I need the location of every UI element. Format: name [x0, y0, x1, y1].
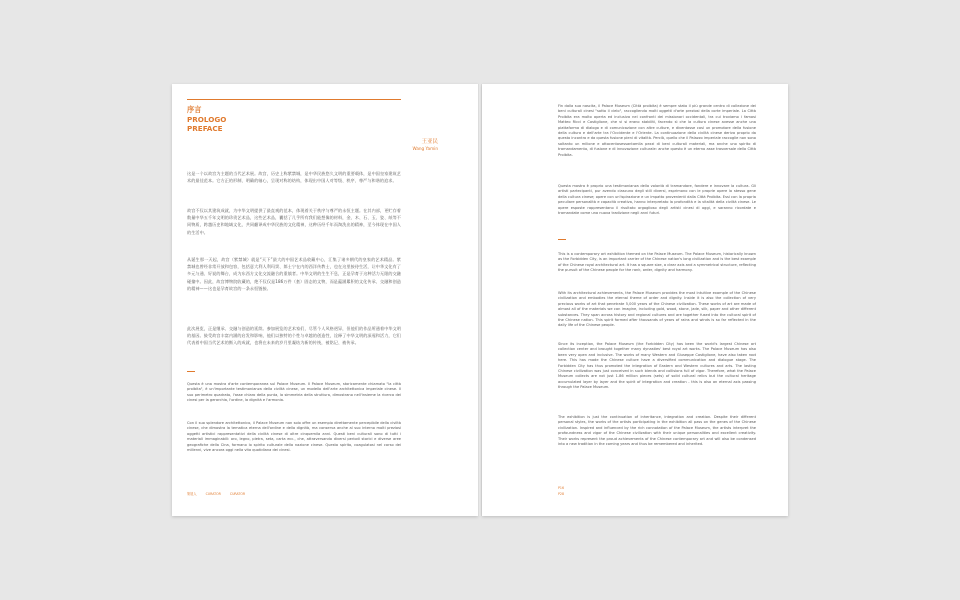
en-paragraph: Since its inception, the Palace Museum (the Forbidden City) has been the world's largest Chinese art collection center and brought together many dynasties' best royal art works. The Palace Museum has also been very open and inclusive. The works of many Western and Giuseppe Castiglione, have also taken root here. This has made the Chinese culture have a diversified communication and dialogue stage. The Forbidden City has thus promoted the integration of Eastern and Western cultures and arts. The lasting Chinese civilization was just conceived in such blends and collisions full of vigor. Therefore, what the Palace Museum collects are not just 1.86 million pieces (sets) of solid cultural relics but the cultural heritage accumulated layer by layer and the spirit of integration and creation - this is also an eternal axis passing through the Palace Museum.	[558, 342, 756, 390]
book-spread	[172, 84, 788, 516]
it-paragraph: Con il suo splendore architettonico, il Palace Museum non solo offre un esempio direttamente percepibile della civiltà cinese, che dimostra la tematica eterna dell'ordine e della dignità, ma conserva anche al suo interno molti preziosi oggetti artistici rappresentativi della civiltà cinese di oltre cinquemila anni. Questi beni culturali sono di tutti i materiali immaginabili: oro, legno, pietra, seta, carta ecc., che, attraversando diversi periodi storici e diverse aree geografiche della Cina, formano lo spirito culturale della nazione cinese. Questo spirito, coagulatosi nel corso dei millenni, vive ancora oggi nella vita quotidiana dei cinesi.	[187, 421, 401, 453]
footer-label: CURATOR	[229, 492, 246, 496]
zh-paragraph: 这是一个以故宫为主题的当代艺术展。故宫，历史上称紫禁城，是中华民族悠久文明的重要载体，是中国皇家建筑艺术的最佳范本。它方正的形制、明确的轴心，呈现对称的结构，体现出中国人对等级、秩序、尊严与和谐的追求。	[187, 171, 401, 184]
author-zh: 王亚民	[421, 139, 438, 145]
right-page	[482, 84, 788, 516]
en-paragraph: This is a contemporary art exhibition themed on the Palace Museum. The Palace Museum, historically known as the Forbidden City, is an important carrier of the Chinese nation's long civilization and is the best example of the Chinese royal architectural art. It has a square size, a clear axis and a symmetrical structure, reflecting the pursuit of the Chinese people for the rank, order, dignity and harmony.	[558, 252, 756, 273]
page-footer	[187, 491, 253, 496]
title-zh: 序言	[187, 105, 202, 114]
title-it: PROLOGO	[187, 114, 227, 124]
en-paragraph: With its architectural achievements, the Palace Museum provides the most intuitive example of the Chinese civilization and embodies the eternal theme of order and dignity. Inside it is also the collection of very precious works of art that penetrate 5,000 years of the Chinese civilization. These works of art are made of almost all of the materials we can imagine, including gold, wood, stone, jade, silk, paper and other different substances. They span across history and regional cultures and are together fused into the cultural spirit of the Chinese nation. This spirit formed after thousands of years of rains and winds is so far reflected in the daily life of the Chinese people.	[558, 291, 756, 328]
en-paragraph: The exhibition is just the continuation of inheritance, integration and creation. Despite their different personal styles, the works of the artists participating in the exhibition all pass on the genes of the Chinese civilization. Inspired and influenced by the rich connotation of the Palace Museum, the artists interpret the profoundness and vigor of the Chinese civilization with their unique personalities and excellent creativity. Their works represent the proud achievements of the Chinese contemporary art and will also be condensed into a new tradition in the coming years and thus be remembered and inherited.	[558, 415, 756, 447]
zh-paragraph: 从诞生那一天起，故宫（紫禁城）就是“天下”最大的中国艺术品收藏中心，汇集了诸多朝代的皇家的艺术精品。紫禁城也曾经非常开放和包容，包括意大利人利玛窦、郎士宁在内的西洋传教士，也在这里接待生活，让中华文化有了多元与通、好说的舞台，成为东西方文化交流融合的重镇者。中华文明的生生不息，正是孕育于这种活力无限的交融碰撞中。因此，故宫博物院收藏的，绝不仅仅是186万件（套）固态的文物，而是蕴涵累积的文化传承、交融和创造的精神——这也是孕育故宫的一条永恒链接。	[187, 257, 401, 291]
zh-paragraph: 此次展览，正是继承、交融与创造的延续。参加展览的艺术家们，尽管个人风格迥异，但他们的作品所通着中华文明的基因。鼓受故宫丰富内涵的启发和影响，他们以独特的个性与卓越的创造性，诠释了中华文明的深邃和活力，它们代表着中国当代艺术的衡入的成就，也将在未来的岁月里凝结为新的传统，被铭记、被传承。	[187, 326, 401, 346]
author-en: Wang Yamin	[412, 145, 438, 151]
it-paragraph: Questa è una mostra d'arte contemporanea sul Palace Museum. Il Palace Museum, storicamente chiamato "la città proibita", è un'importante testimonianza della civiltà cinese, un modello dell'arte architettonica imperiale cinese. Il suo perimetro quadrato, l'asse chiaro della punta, la simmetria della struttura, dimostrano nell'insieme la ricerca dei cinesi per la gerarchia, l'ordine, la dignità e l'armonia.	[187, 382, 401, 403]
section-dash	[558, 239, 566, 240]
zh-paragraph: 故宫不仅以其建筑成就，为中华文明提供了最直观的范本，体现着关于秩序与尊严的永恒主题。在其内部，更贮存着数量中华五千年文明的珍贵艺术品，这些艺术品，囊括了几乎所有我们能想像的材料，金、木、石、玉、瓷、纸等不同物质，跨越历史和地域文化，共同翻译成中华民族的文化精神，这种历经千年而淘洗出的精神，至今体现在中国人的生活中。	[187, 208, 401, 235]
page-number: P28	[558, 492, 564, 496]
footer-label: 策展人	[187, 492, 197, 496]
it-paragraph: Fin dalla sua nascita, il Palace Museum (Città proibita) è sempre stato il più grande centro di collezione dei beni culturali cinesi "sotto il cielo", raccogliendo molti oggetti d'arte preziosi della corte imperiale. La Città Proibita era molto aperta ed inclusiva nei confronti dei missionari occidentali, tra cui troviamo i famosi Matteo Ricci e Castiglione, che vi si erano stabiliti, facendo sì che la cultura cinese avesse anche una piattaforma di dialogo e di comunicazione con altre culture, e diventasse così un promotore della fusione della cultura e dell'arte tra l'Occidente e l'Oriente. La continuazione della civiltà cinese deriva proprio da questo incontro e da questa fusione pieni di vitalità. Perciò, quello che il Palazzo imperiale raccoglie non sono soltanto un milione e ottocentosessantamila pezzi di beni culturali materiali, ma anche uno spirito di tramandamento, di fusione e di innovazione culturale: anche questo è un eterno asse trasversale della Città Proibita.	[558, 104, 756, 157]
page-number: P16	[558, 486, 564, 490]
author	[412, 139, 438, 152]
page-title	[187, 105, 226, 134]
title-en: PREFACE	[187, 124, 223, 133]
left-page	[172, 84, 478, 516]
footer-label: CURATOR	[205, 492, 221, 496]
it-paragraph: Questa mostra è proprio una testimonianza della volontà di tramandare, fondere e innovare la cultura. Gli artisti partecipanti, pur avendo ciascuno degli stili diversi, esprimono con le proprie opere lo stesso gene della cultura cinese; opere con un'ispirazione e un impatto provenienti dalla Città Proibita. Essi con la propria peculiare personalità e capacità creativa, hanno interpretato la profondità e la vitalità della civiltà cinese. Le opere esposte rappresentano il risultato orgoglioso degli artisti cinesi di oggi, e saranno ricordate e tramandate come una nuova tradizione negli anni futuri.	[558, 184, 756, 216]
header-rule	[187, 99, 401, 100]
section-dash	[187, 371, 195, 372]
